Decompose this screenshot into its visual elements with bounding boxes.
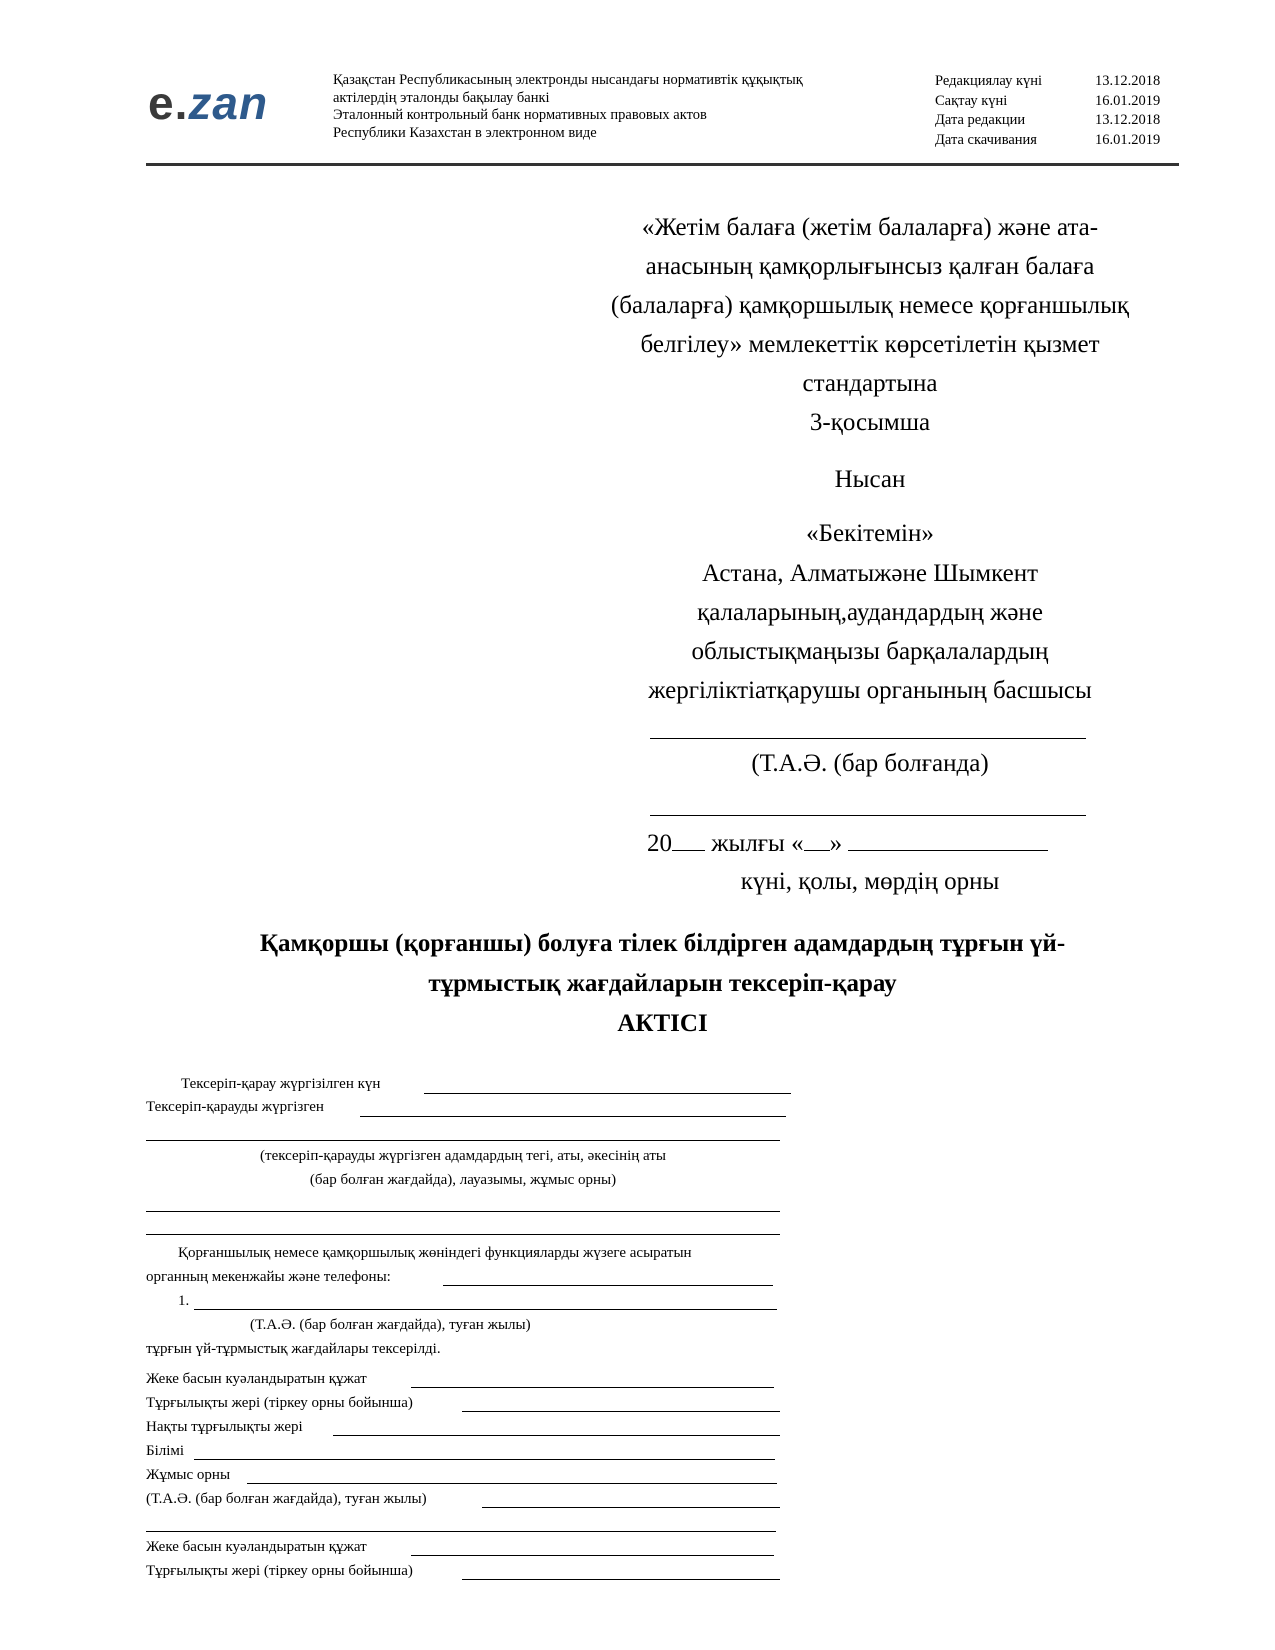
annex-line: (балаларға) қамқоршылық немесе қорғаншылық [610,292,1130,319]
education-label: Білімі [146,1443,185,1459]
inspected-note: тұрғын үй-тұрмыстық жағдайлары тексерілді. [146,1341,441,1357]
title-line: АКТІСІ [617,1010,708,1037]
blank-line[interactable] [146,1234,780,1235]
annex-line: 3-қосымша [809,409,931,436]
form-label: Нысан [834,466,906,493]
meta-label: Дата скачивания [935,131,1037,148]
meta-label: Сақтау күні [935,92,1008,109]
annex-line: анасының қамқорлығынсыз қалған балаға [645,253,1095,280]
meta-value: 16.01.2019 [1095,131,1161,148]
header-divider [146,163,1179,166]
inspector-field[interactable] [360,1116,786,1117]
ezan-logo [148,78,268,128]
title-line: Қамқоршы (қорғаншы) болуға тілек білдірген адамдардың тұрғын үй- [259,930,1066,957]
annex-line: стандартына [802,370,938,397]
fio-birth-field[interactable] [482,1507,780,1508]
meta-value: 16.01.2019 [1095,92,1161,109]
blank-line[interactable] [146,1211,780,1212]
fio-birth-label: (Т.А.Ә. (бар болған жағдайда), туған жылы) [146,1491,427,1507]
annex-line: белгілеу» мемлекеттік көрсетілетін қызмет [640,331,1100,358]
date-hint: күні, қолы, мөрдің орны [740,868,1000,895]
actual-address-field[interactable] [333,1435,780,1436]
approver-line: жергіліктіатқарушы органының басшысы [648,677,1092,704]
inspector-label: Тексеріп-қарауды жүргізген [146,1099,324,1115]
annex-line: «Жетім балаға (жетім балаларға) және ата- [641,214,1099,241]
item-number: 1. [178,1293,190,1309]
meta-row [935,131,1160,151]
reg-address-label: Тұрғылықты жері (тіркеу орны бойынша) [146,1395,413,1411]
annex-reference [540,208,1200,442]
title-line: тұрмыстық жағдайларын тексеріп-қарау [428,970,897,997]
inspection-date-field[interactable] [424,1093,791,1094]
workplace-label: Жұмыс орны [146,1467,231,1483]
header-text-line: актілердің эталонды бақылау банкі [333,89,550,106]
organ-label-2: органның мекенжайы және телефоны: [146,1269,391,1285]
meta-row [935,111,1160,131]
header-text-line: Эталонный контрольный банк нормативных правовых актов [333,107,707,123]
actual-address-label: Нақты тұрғылықты жері [146,1419,303,1435]
meta-label: Редакциялау күні [935,73,1043,89]
education-field[interactable] [194,1459,775,1460]
meta-row [935,92,1160,112]
fio-hint: (Т.А.Ә. (бар болғанда) [751,750,989,777]
id-doc-field-2[interactable] [411,1555,774,1556]
organ-contact-field[interactable] [443,1285,773,1286]
logo-e: e. [148,77,189,129]
inspector-field-cont[interactable] [146,1140,780,1141]
approver-line: облыстықмаңызы барқалалардың [691,638,1049,665]
header-description [333,72,803,142]
workplace-field[interactable] [247,1483,777,1484]
header-text-line: Республики Казахстан в электронном виде [333,124,597,141]
reg-address-field-2[interactable] [462,1579,780,1580]
inspector-hint-2: (бар болған жағдайда), лауазымы, жұмыс орны) [309,1172,617,1188]
month-blank [848,826,1048,851]
signature-line [650,815,1086,816]
meta-value: 13.12.2018 [1095,112,1161,128]
approver-line: Астана, Алматыжәне Шымкент [701,560,1039,587]
inspection-date-label: Тексеріп-қарау жүргізілген күн [181,1076,381,1092]
logo-zan: zan [188,77,269,129]
date-close: » [829,830,843,857]
id-doc-label: Жеке басын куәландыратын құжат [146,1371,367,1387]
approver-title [540,554,1200,710]
organ-label-1: Қорғаншылық немесе қамқоршылық жөніндегі функцияларды жүзеге асыратын [178,1245,692,1261]
id-doc-label-2: Жеке басын куәландыратын құжат [146,1539,367,1555]
date-line [647,826,1048,862]
meta-label: Дата редакции [935,112,1026,128]
blank-line[interactable] [146,1531,776,1532]
approve-label: «Бекітемін» [806,520,934,547]
header-text-line: Қазақстан Республикасының электронды нысандағы нормативтік құқықтық [333,72,803,88]
day-blank [804,826,830,851]
header-meta [935,72,1160,150]
date-mid: жылғы « [711,830,804,857]
person-hint: (Т.А.Ә. (бар болған жағдайда), туған жылы) [250,1317,531,1333]
act-title [146,924,1179,1044]
date-prefix: 20 [647,830,672,857]
id-doc-field[interactable] [411,1387,774,1388]
signature-fio-line [650,738,1086,739]
year-blank [672,826,705,851]
reg-address-label-2: Тұрғылықты жері (тіркеу орны бойынша) [146,1563,413,1579]
inspector-hint-1: (тексеріп-қарауды жүргізген адамдардың тегі, аты, әкесінің аты [260,1148,666,1164]
meta-row [935,72,1160,92]
person-field[interactable] [194,1309,777,1310]
reg-address-field[interactable] [462,1411,780,1412]
approver-line: қалаларының,аудандардың және [697,599,1043,626]
meta-value: 13.12.2018 [1095,73,1161,89]
